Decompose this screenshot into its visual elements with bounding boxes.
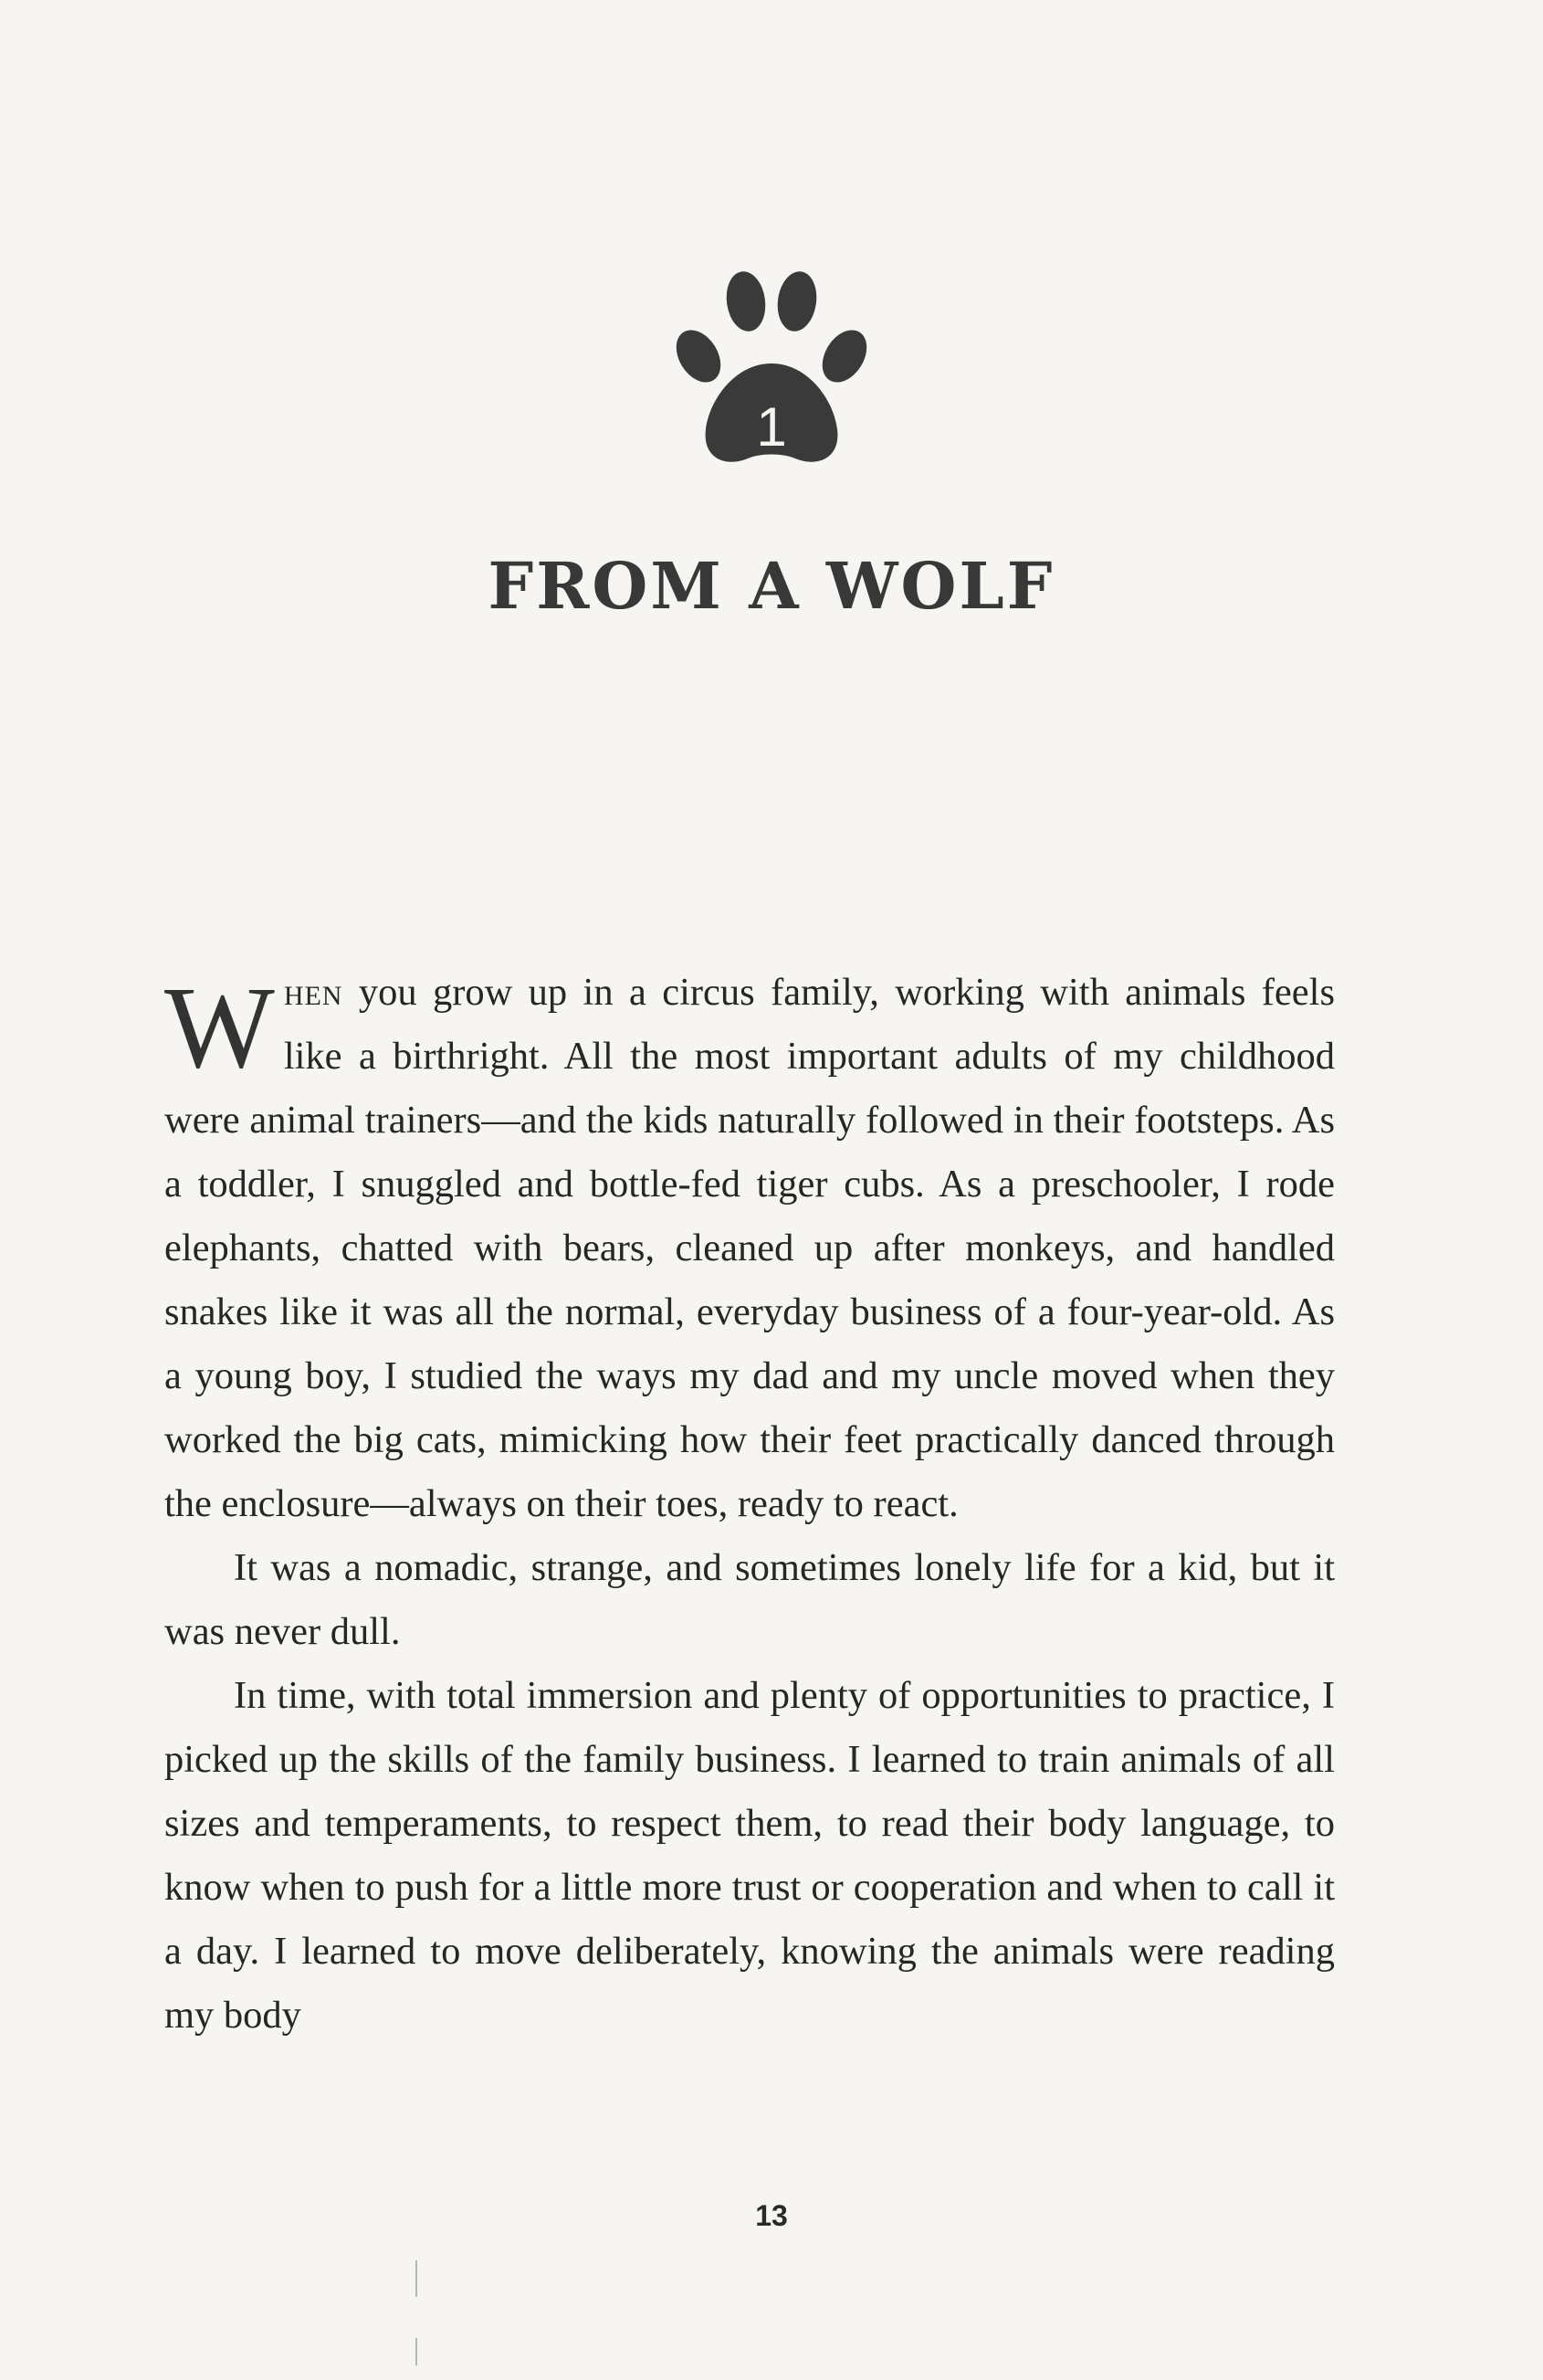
scan-artifact xyxy=(415,2260,417,2297)
chapter-body xyxy=(164,961,1335,2048)
page-number: 13 xyxy=(755,2199,788,2232)
paragraph-3: In time, with total immersion and plenty of opportunities to practice, I picked up the skills of the family business. I learned to train animals of all sizes and temperaments, to respect them, to read their body language, to know when to push for a little more trust or cooperation and when to call it a day. I learned to move deliberately, knowing the animals were reading my body xyxy=(164,1674,1335,2037)
paragraph-1-text: you grow up in a circus family, working with animals feels like a birthright. All the most important adults of my childhood were animal trainers—and the kids naturally followed in their footsteps. As a toddler, I snuggled and bottle-fed tiger cubs. As a preschooler, I rode elephants, chatted with bears, cleaned up after monkeys, and handled snakes like it was all the normal, everyday business of a four-year-old. As a young boy, I studied the ways my dad and my uncle moved when they worked the big cats, mimicking how their feet practically danced through the enclosure—always on their toes, ready to react. xyxy=(164,971,1335,1525)
paragraph-1 xyxy=(164,961,1335,1536)
scan-artifact xyxy=(415,2338,417,2365)
paw-print-icon xyxy=(671,265,872,475)
chapter-title: FROM A WOLF xyxy=(488,548,1055,624)
drop-cap: W xyxy=(164,963,275,1092)
lead-word: hen xyxy=(283,971,343,1014)
chapter-number: 1 xyxy=(756,396,787,458)
paragraph-2: It was a nomadic, strange, and sometimes lonely life for a kid, but it was never dull. xyxy=(164,1546,1335,1653)
